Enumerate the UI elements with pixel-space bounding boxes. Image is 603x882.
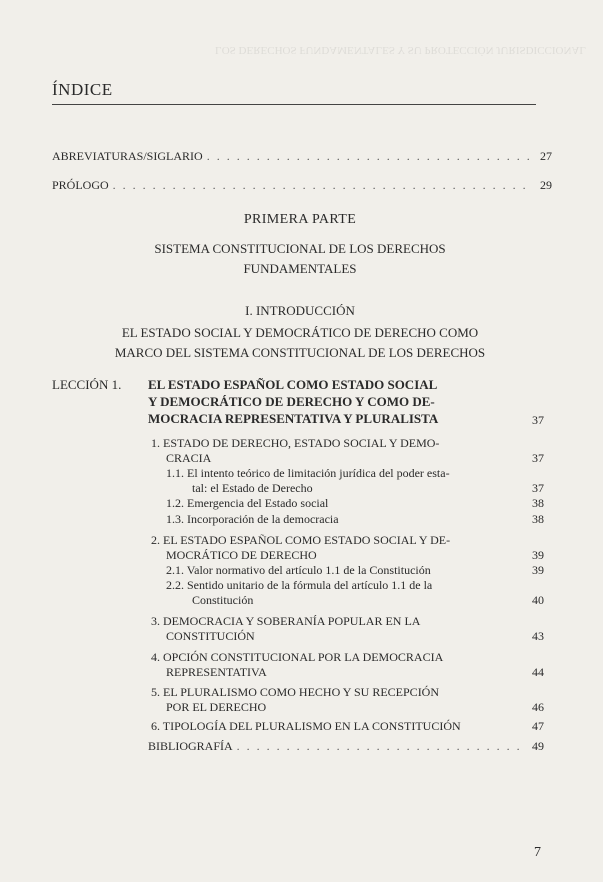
lesson-title-line-1[interactable]: EL ESTADO ESPAÑOL COMO ESTADO SOCIAL	[148, 377, 438, 392]
toc-entry-1-line-1[interactable]: 1. ESTADO DE DERECHO, ESTADO SOCIAL Y DEMO-	[151, 436, 440, 450]
toc-entry-3-line-2[interactable]: CONSTITUCIÓN	[166, 629, 255, 643]
toc-entry-1-1-page: 37	[532, 481, 544, 495]
toc-entry-2-1-page: 39	[532, 563, 544, 577]
leader-dots	[113, 178, 532, 193]
lesson-title-line-2[interactable]: Y DEMOCRÁTICO DE DERECHO Y COMO DE-	[148, 394, 435, 409]
toc-line-bibliography[interactable]: BIBLIOGRAFÍA . . . 49	[148, 739, 544, 754]
index-title: ÍNDICE	[52, 80, 113, 99]
toc-entry-2-2-line-2[interactable]: Constitución	[192, 593, 254, 607]
lesson-label: LECCIÓN 1.	[52, 377, 122, 392]
toc-entry-1-1-line-1[interactable]: 1.1. El intento teórico de limitación jurídica del poder esta-	[166, 466, 450, 480]
toc-entry-3-page: 43	[532, 629, 544, 643]
section-title: I. INTRODUCCIÓN	[245, 303, 355, 318]
toc-entry-1-page: 37	[532, 451, 544, 465]
section-subtitle-line-2: MARCO DEL SISTEMA CONSTITUCIONAL DE LOS DERECHOS	[114, 345, 486, 360]
toc-entry-2-line-2[interactable]: MOCRÁTICO DE DERECHO	[166, 548, 317, 562]
toc-entry-2-line-1[interactable]: 2. EL ESTADO ESPAÑOL COMO ESTADO SOCIAL Y DE-	[151, 533, 451, 547]
part-subtitle-line-2: FUNDAMENTALES	[243, 261, 357, 276]
toc-entry-2-2-page: 40	[532, 593, 544, 607]
leader-dots	[237, 739, 524, 754]
bleed-through-text: LOS DERECHOS FUNDAMENTALES Y SU PROTECCIÓN JURISDICCIONAL	[215, 44, 587, 56]
leader-dots	[207, 149, 532, 164]
toc-entry-1-3[interactable]: 1.3. Incorporación de la democracia	[166, 512, 339, 526]
toc-entry-5-page: 46	[532, 700, 544, 714]
lesson-title-line-3[interactable]: MOCRACIA REPRESENTATIVA Y PLURALISTA	[148, 411, 439, 426]
toc-entry-1-line-2[interactable]: CRACIA	[166, 451, 212, 465]
toc-entry-1-2[interactable]: 1.2. Emergencia del Estado social	[166, 496, 329, 510]
toc-entry-6-page: 47	[532, 719, 544, 733]
part-subtitle-line-1: SISTEMA CONSTITUCIONAL DE LOS DERECHOS	[154, 241, 446, 256]
toc-entry-5-line-1[interactable]: 5. EL PLURALISMO COMO HECHO Y SU RECEPCIÓN	[151, 685, 440, 699]
toc-entry-2-2-line-1[interactable]: 2.2. Sentido unitario de la fórmula del artículo 1.1 de la	[166, 578, 433, 592]
toc-entry-2-1[interactable]: 2.1. Valor normativo del artículo 1.1 de la Constitución	[166, 563, 431, 577]
toc-entry-4-line-2[interactable]: REPRESENTATIVA	[166, 665, 267, 679]
section-subtitle-line-1: EL ESTADO SOCIAL Y DEMOCRÁTICO DE DERECHO COMO	[121, 325, 479, 340]
toc-entry-1-1-line-2[interactable]: tal: el Estado de Derecho	[192, 481, 313, 495]
toc-line-prologue[interactable]: PRÓLOGO . . . 29	[52, 178, 552, 193]
lesson-page: 37	[532, 413, 544, 427]
toc-entry-6[interactable]: 6. TIPOLOGÍA DEL PLURALISMO EN LA CONSTITUCIÓN	[151, 719, 461, 733]
page-number: 7	[534, 845, 541, 860]
toc-entry-4-line-1[interactable]: 4. OPCIÓN CONSTITUCIONAL POR LA DEMOCRACIA	[151, 650, 444, 664]
toc-entry-4-page: 44	[532, 665, 544, 679]
toc-entry-5-line-2[interactable]: POR EL DERECHO	[166, 700, 267, 714]
part-title: PRIMERA PARTE	[243, 212, 357, 227]
toc-entry-1-3-page: 38	[532, 512, 544, 526]
title-rule	[52, 104, 536, 105]
toc-entry-1-2-page: 38	[532, 496, 544, 510]
toc-entry-2-page: 39	[532, 548, 544, 562]
toc-entry-3-line-1[interactable]: 3. DEMOCRACIA Y SOBERANÍA POPULAR EN LA	[151, 614, 421, 628]
toc-line-abbreviations[interactable]: ABREVIATURAS/SIGLARIO . . . 27	[52, 149, 552, 164]
